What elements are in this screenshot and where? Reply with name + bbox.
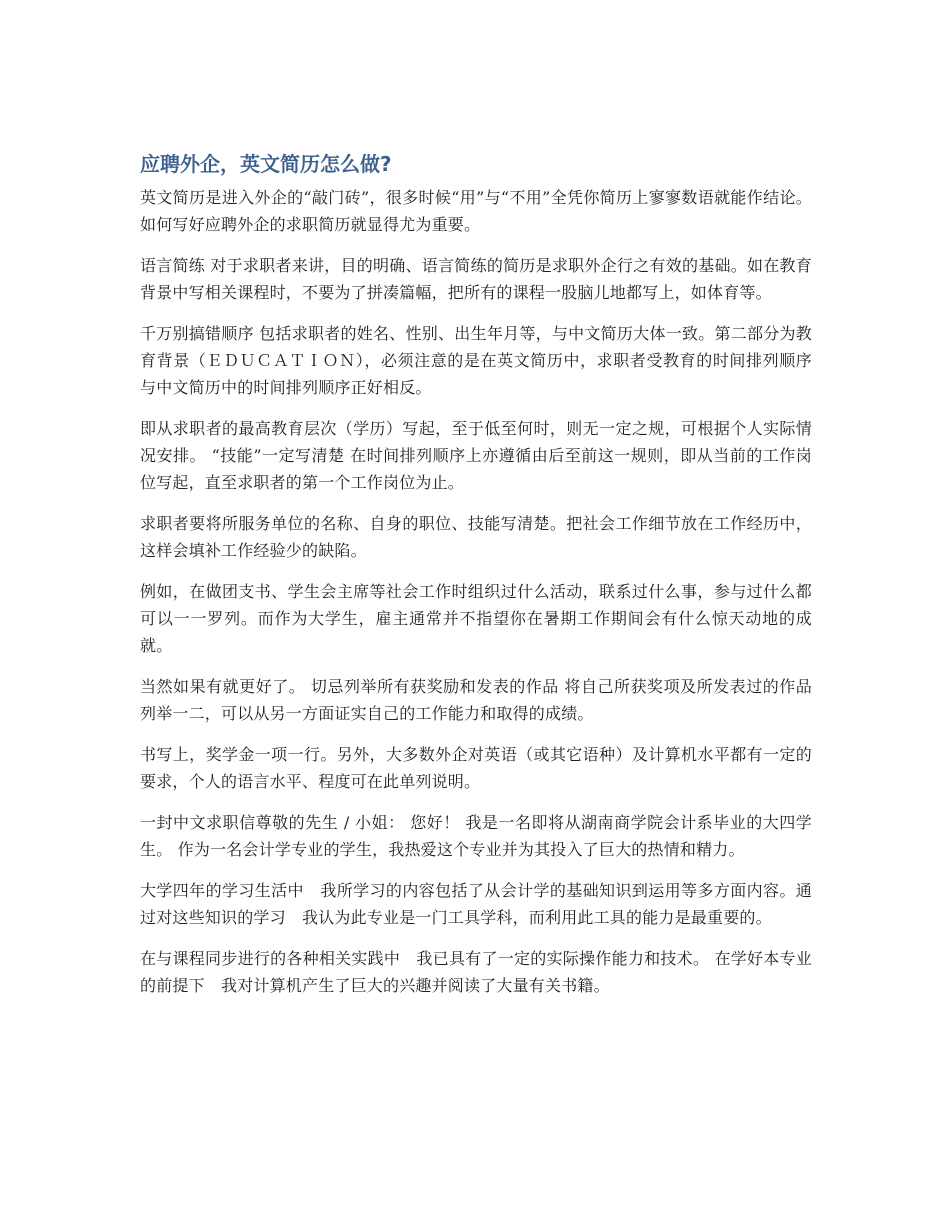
paragraph-awards: 当然如果有就更好了。 切忌列举所有获奖励和发表的作品 将自己所获奖项及所发表过的作品列举一二，可以从另一方面证实自己的工作能力和取得的成绩。	[140, 677, 812, 723]
paragraph-order: 千万别搞错顺序 包括求职者的姓名、性别、出生年月等，与中文简历大体一致。第二部分为教育背景（ＥＤＵＣＡＴＩＯＮ），必须注意的是在英文简历中，求职者受教育的时间排列顺序与中文简历中的时间排列顺序正好相反。	[140, 324, 812, 397]
paragraph-language-skills: 书写上，奖学金一项一行。另外，大多数外企对英语（或其它语种）及计算机水平都有一定的要求，个人的语言水平、程度可在此单列说明。	[140, 745, 812, 791]
paragraph-intro: 英文简历是进入外企的“敲门砖”，很多时候“用”与“不用”全凭你简历上寥寥数语就能作结论。如何写好应聘外企的求职简历就显得尤为重要。	[140, 188, 812, 234]
paragraph-social-work: 例如，在做团支书、学生会主席等社会工作时组织过什么活动，联系过什么事，参与过什么都可以一一罗列。而作为大学生，雇主通常并不指望你在暑期工作期间会有什么惊天动地的成就。	[140, 582, 812, 655]
document-body	[140, 150, 812, 1013]
paragraph-employer-details: 求职者要将所服务单位的名称、自身的职位、技能写清楚。把社会工作细节放在工作经历中，这样会填补工作经验少的缺陷。	[140, 514, 812, 560]
paragraph-practice: 在与课程同步进行的各种相关实践中 我已具有了一定的实际操作能力和技术。 在学好本专业的前提下 我对计算机产生了巨大的兴趣并阅读了大量有关书籍。	[140, 949, 812, 995]
paragraph-cover-letter: 一封中文求职信尊敬的先生 / 小姐： 您好！ 我是一名即将从湖南商学院会计系毕业的大四学生。 作为一名会计学专业的学生，我热爱这个专业并为其投入了巨大的热情和精力。	[140, 813, 812, 859]
paragraph-education-level: 即从求职者的最高教育层次（学历）写起，至于低至何时，则无一定之规，可根据个人实际情况安排。 “技能”一定写清楚 在时间排列顺序上亦遵循由后至前这一规则，即从当前的工作岗位写起，直至求职者的第一个工作岗位为止。	[140, 419, 812, 492]
document-title: 应聘外企，英文简历怎么做?	[140, 152, 392, 176]
paragraph-university-study: 大学四年的学习生活中 我所学习的内容包括了从会计学的基础知识到运用等多方面内容。通过对这些知识的学习 我认为此专业是一门工具学科，而利用此工具的能力是最重要的。	[140, 881, 812, 927]
paragraph-concise-language: 语言简练 对于求职者来讲，目的明确、语言简练的简历是求职外企行之有效的基础。如在教育背景中写相关课程时，不要为了拼凑篇幅，把所有的课程一股脑儿地都写上，如体育等。	[140, 256, 812, 302]
